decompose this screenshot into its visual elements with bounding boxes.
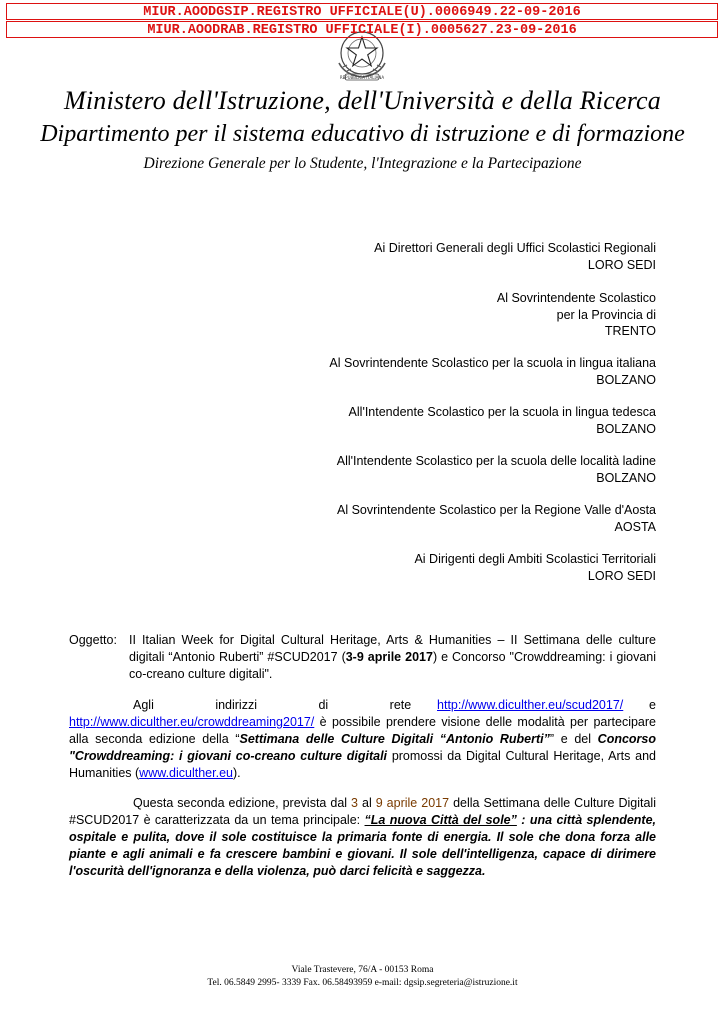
recipient-block	[156, 551, 656, 584]
settimana-title: Settimana delle Culture Digitali “Antonio Ruberti”	[239, 732, 550, 746]
subject-label: Oggetto:	[69, 633, 117, 647]
recipient-line: BOLZANO	[596, 421, 656, 436]
recipient-line: per la Provincia di	[556, 307, 656, 322]
recipient-line: BOLZANO	[596, 372, 656, 387]
recipient-line: Ai Direttori Generali degli Uffici Scolastici Regionali	[374, 241, 656, 255]
subject-dates: 3-9 aprile 2017	[345, 650, 433, 664]
recipient-line: Al Sovrintendente Scolastico per la scuola in lingua italiana	[329, 356, 656, 370]
recipient-line: Al Sovrintendente Scolastico	[496, 291, 656, 305]
recipient-block	[156, 290, 656, 340]
recipient-line: AOSTA	[614, 519, 656, 534]
protocol-stamp-in: MIUR.AOODRAB.REGISTRO UFFICIALE(I).0005627.23-09-2016	[6, 21, 718, 38]
theme-title: “La nuova Città del sole”	[364, 813, 517, 827]
emblem-label: REPUBBLICA ITALIANA	[339, 75, 385, 80]
recipient-block	[156, 355, 656, 388]
footer-address: Viale Trastevere, 76/A - 00153 Roma	[291, 965, 434, 975]
recipient-line: BOLZANO	[596, 470, 656, 485]
directorate-heading: Direzione Generale per lo Studente, l'Integrazione e la Partecipazione	[143, 155, 582, 172]
diculther-link[interactable]: www.diculther.eu	[139, 766, 233, 780]
paragraph-links: Agli indirizzi di rete http://www.diculther.eu/scud2017/ e http://www.diculther.eu/crowddreaming2017/ è possibile prendere visione delle modalità per partecipare alla seconda edizione della “Settimana delle Culture Digitali “Antonio Ruberti”” e del Concorso "Crowddreaming: i giovani co-creano culture digitali promossi da Digital Cultural Heritage, Arts and Humanities (www.diculther.eu).	[69, 698, 657, 780]
recipient-line: LORO SEDI	[587, 257, 656, 272]
recipient-line: Ai Dirigenti degli Ambiti Scolastici Territoriali	[414, 552, 656, 566]
subject-text: II Italian Week for Digital Cultural Heritage, Arts & Humanities – II Settimana delle culture digitali “Antonio Ruberti” #SCUD2017 (3-9 aprile 2017) e Concorso "Crowddreaming: i giovani co-creano culture digitali".	[129, 633, 657, 681]
concorso-title: Concorso "Crowddreaming: i giovani co-creano culture digitali	[69, 732, 657, 763]
subject-block	[69, 632, 656, 683]
recipient-block	[156, 404, 656, 437]
ministry-heading: Ministero dell'Istruzione, dell'Università e della Ricerca	[63, 86, 661, 115]
recipient-block	[156, 240, 656, 273]
scud-link[interactable]: http://www.diculther.eu/scud2017/	[437, 698, 624, 712]
recipient-line: Al Sovrintendente Scolastico per la Regione Valle d'Aosta	[336, 503, 656, 517]
recipient-block	[156, 502, 656, 535]
recipient-line: TRENTO	[604, 324, 656, 338]
footer-contacts: Tel. 06.5849 2995- 3339 Fax. 06.58493959 e-mail: dgsip.segreteria@istruzione.it	[207, 978, 518, 988]
paragraph-theme: Questa seconda edizione, prevista dal 3 al 9 aprile 2017 della Settimana delle Culture Digitali #SCUD2017 è caratterizzata da un tema principale: “La nuova Città del sole” : una città splendente, ospitale e pulita, dove il sole costituisce la primaria fonte di energia. Il sole che dona forza alle piante e agli animali e fa crescere bambini e giovani. Il sole dell'intelligenza, capace di dirimere l'oscurità dell'ignoranza e della violenza, può darci felicità e saggezza.	[69, 796, 657, 878]
crowddreaming-link[interactable]: http://www.diculther.eu/crowddreaming2017/	[69, 715, 315, 729]
recipient-block	[156, 453, 656, 486]
recipient-line: All'Intendente Scolastico per la scuola in lingua tedesca	[348, 405, 656, 419]
recipient-line: LORO SEDI	[587, 568, 656, 583]
protocol-stamp-out: MIUR.AOODGSIP.REGISTRO UFFICIALE(U).0006949.22-09-2016	[6, 3, 718, 20]
recipient-line: All'Intendente Scolastico per la scuola delle località ladine	[336, 454, 656, 468]
department-heading: Dipartimento per il sistema educativo di istruzione e di formazione	[40, 121, 685, 147]
